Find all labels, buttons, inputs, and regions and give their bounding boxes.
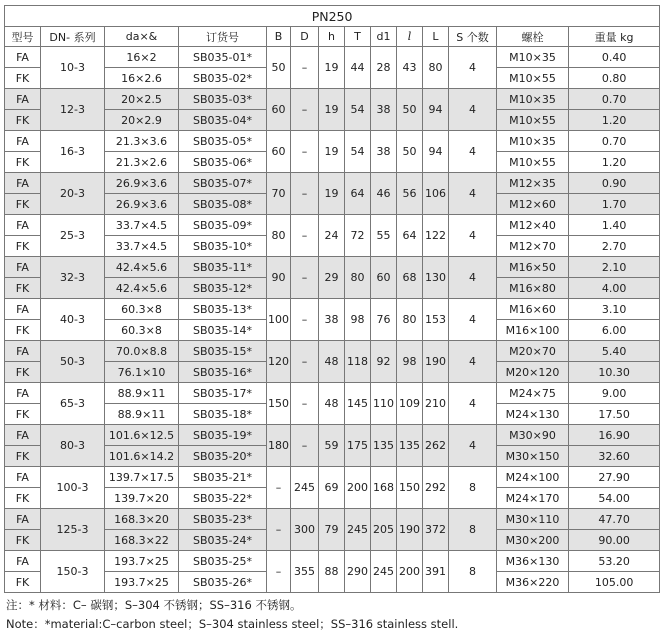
type-cell: FK — [5, 446, 41, 467]
order-number-cell: SB035-15* — [179, 341, 267, 362]
weight-cell: 10.30 — [569, 362, 660, 383]
weight-cell: 90.00 — [569, 530, 660, 551]
weight-cell: 105.00 — [569, 572, 660, 593]
da-cell: 139.7×20 — [105, 488, 179, 509]
da-cell: 21.3×2.6 — [105, 152, 179, 173]
d1-cell: 76 — [371, 299, 397, 341]
order-number-cell: SB035-23* — [179, 509, 267, 530]
header-h: h — [319, 27, 345, 47]
type-cell: FK — [5, 530, 41, 551]
d-cell: 355 — [291, 551, 319, 593]
d1-cell: 55 — [371, 215, 397, 257]
d-cell: – — [291, 47, 319, 89]
table-row — [5, 467, 660, 488]
order-number-cell: SB035-10* — [179, 236, 267, 257]
dn-series-cell: 65-3 — [41, 383, 105, 425]
order-number-cell: SB035-01* — [179, 47, 267, 68]
type-cell: FK — [5, 110, 41, 131]
bolt-cell: M20×70 — [497, 341, 569, 362]
order-number-cell: SB035-07* — [179, 173, 267, 194]
l-cell: 94 — [423, 131, 449, 173]
da-cell: 101.6×14.2 — [105, 446, 179, 467]
bolt-cell: M16×80 — [497, 278, 569, 299]
type-cell: FK — [5, 320, 41, 341]
order-number-cell: SB035-22* — [179, 488, 267, 509]
t-cell: 118 — [345, 341, 371, 383]
weight-cell: 16.90 — [569, 425, 660, 446]
order-number-cell: SB035-19* — [179, 425, 267, 446]
s-count-cell: 4 — [449, 341, 497, 383]
t-cell: 54 — [345, 131, 371, 173]
order-number-cell: SB035-14* — [179, 320, 267, 341]
l-small-cell: 50 — [397, 89, 423, 131]
dn-series-cell: 20-3 — [41, 173, 105, 215]
order-number-cell: SB035-03* — [179, 89, 267, 110]
d-cell: – — [291, 383, 319, 425]
weight-cell: 6.00 — [569, 320, 660, 341]
type-cell: FA — [5, 215, 41, 236]
da-cell: 26.9×3.6 — [105, 173, 179, 194]
da-cell: 33.7×4.5 — [105, 215, 179, 236]
s-count-cell: 4 — [449, 173, 497, 215]
type-cell: FA — [5, 467, 41, 488]
bolt-cell: M10×35 — [497, 89, 569, 110]
s-count-cell: 8 — [449, 551, 497, 593]
header-d1: d1 — [371, 27, 397, 47]
weight-cell: 0.70 — [569, 131, 660, 152]
l-small-cell: 150 — [397, 467, 423, 509]
table-row — [5, 47, 660, 68]
order-number-cell: SB035-08* — [179, 194, 267, 215]
da-cell: 60.3×8 — [105, 320, 179, 341]
dn-series-cell: 40-3 — [41, 299, 105, 341]
t-cell: 72 — [345, 215, 371, 257]
da-cell: 20×2.9 — [105, 110, 179, 131]
d-cell: – — [291, 341, 319, 383]
da-cell: 88.9×11 — [105, 404, 179, 425]
dn-series-cell: 32-3 — [41, 257, 105, 299]
order-number-cell: SB035-26* — [179, 572, 267, 593]
type-cell: FK — [5, 236, 41, 257]
l-cell: 210 — [423, 383, 449, 425]
order-number-cell: SB035-13* — [179, 299, 267, 320]
da-cell: 60.3×8 — [105, 299, 179, 320]
weight-cell: 1.40 — [569, 215, 660, 236]
type-cell: FA — [5, 383, 41, 404]
l-small-cell: 68 — [397, 257, 423, 299]
dn-series-cell: 150-3 — [41, 551, 105, 593]
d-cell: – — [291, 425, 319, 467]
dn-series-cell: 100-3 — [41, 467, 105, 509]
type-cell: FA — [5, 47, 41, 68]
bolt-cell: M24×170 — [497, 488, 569, 509]
order-number-cell: SB035-06* — [179, 152, 267, 173]
s-count-cell: 8 — [449, 509, 497, 551]
da-cell: 42.4×5.6 — [105, 257, 179, 278]
t-cell: 175 — [345, 425, 371, 467]
h-cell: 19 — [319, 173, 345, 215]
header-bolt: 螺栓 — [497, 27, 569, 47]
type-cell: FK — [5, 68, 41, 89]
l-small-cell: 80 — [397, 299, 423, 341]
da-cell: 42.4×5.6 — [105, 278, 179, 299]
spec-table — [4, 5, 660, 593]
type-cell: FA — [5, 173, 41, 194]
b-cell: 60 — [267, 89, 291, 131]
order-number-cell: SB035-12* — [179, 278, 267, 299]
da-cell: 16×2 — [105, 47, 179, 68]
type-cell: FA — [5, 551, 41, 572]
table-row — [5, 551, 660, 572]
da-cell: 168.3×20 — [105, 509, 179, 530]
type-cell: FA — [5, 89, 41, 110]
weight-cell: 4.00 — [569, 278, 660, 299]
da-cell: 193.7×25 — [105, 551, 179, 572]
bolt-cell: M16×60 — [497, 299, 569, 320]
h-cell: 19 — [319, 131, 345, 173]
h-cell: 19 — [319, 89, 345, 131]
h-cell: 48 — [319, 383, 345, 425]
h-cell: 19 — [319, 47, 345, 89]
type-cell: FK — [5, 404, 41, 425]
weight-cell: 32.60 — [569, 446, 660, 467]
d-cell: – — [291, 131, 319, 173]
header-t: T — [345, 27, 371, 47]
l-small-cell: 64 — [397, 215, 423, 257]
weight-cell: 0.90 — [569, 173, 660, 194]
bolt-cell: M24×100 — [497, 467, 569, 488]
t-cell: 54 — [345, 89, 371, 131]
order-number-cell: SB035-09* — [179, 215, 267, 236]
table-row — [5, 341, 660, 362]
order-number-cell: SB035-05* — [179, 131, 267, 152]
order-number-cell: SB035-17* — [179, 383, 267, 404]
weight-cell: 2.10 — [569, 257, 660, 278]
da-cell: 26.9×3.6 — [105, 194, 179, 215]
d1-cell: 60 — [371, 257, 397, 299]
bolt-cell: M24×75 — [497, 383, 569, 404]
bolt-cell: M12×40 — [497, 215, 569, 236]
d1-cell: 28 — [371, 47, 397, 89]
s-count-cell: 4 — [449, 425, 497, 467]
bolt-cell: M10×35 — [497, 47, 569, 68]
da-cell: 33.7×4.5 — [105, 236, 179, 257]
order-number-cell: SB035-20* — [179, 446, 267, 467]
table-row — [5, 383, 660, 404]
l-small-cell: 200 — [397, 551, 423, 593]
order-number-cell: SB035-25* — [179, 551, 267, 572]
header-s-count: S 个数 — [449, 27, 497, 47]
t-cell: 80 — [345, 257, 371, 299]
table-row — [5, 89, 660, 110]
h-cell: 88 — [319, 551, 345, 593]
table-title: PN250 — [5, 6, 660, 27]
b-cell: 80 — [267, 215, 291, 257]
l-small-cell: 98 — [397, 341, 423, 383]
h-cell: 48 — [319, 341, 345, 383]
l-cell: 80 — [423, 47, 449, 89]
table-row — [5, 215, 660, 236]
weight-cell: 2.70 — [569, 236, 660, 257]
d-cell: – — [291, 299, 319, 341]
b-cell: 50 — [267, 47, 291, 89]
bolt-cell: M36×130 — [497, 551, 569, 572]
l-small-cell: 190 — [397, 509, 423, 551]
weight-cell: 54.00 — [569, 488, 660, 509]
weight-cell: 0.80 — [569, 68, 660, 89]
weight-cell: 0.40 — [569, 47, 660, 68]
t-cell: 145 — [345, 383, 371, 425]
weight-cell: 1.20 — [569, 110, 660, 131]
type-cell: FA — [5, 341, 41, 362]
dn-series-cell: 25-3 — [41, 215, 105, 257]
weight-cell: 1.70 — [569, 194, 660, 215]
type-cell: FA — [5, 131, 41, 152]
weight-cell: 27.90 — [569, 467, 660, 488]
b-cell: – — [267, 467, 291, 509]
dn-series-cell: 80-3 — [41, 425, 105, 467]
b-cell: 60 — [267, 131, 291, 173]
s-count-cell: 4 — [449, 89, 497, 131]
header-order-number: 订货号 — [179, 27, 267, 47]
t-cell: 64 — [345, 173, 371, 215]
b-cell: 90 — [267, 257, 291, 299]
table-row — [5, 425, 660, 446]
header-d: D — [291, 27, 319, 47]
d1-cell: 92 — [371, 341, 397, 383]
bolt-cell: M16×50 — [497, 257, 569, 278]
l-small-cell: 56 — [397, 173, 423, 215]
b-cell: 120 — [267, 341, 291, 383]
table-body — [5, 47, 660, 593]
table-title-row — [5, 6, 660, 27]
type-cell: FA — [5, 509, 41, 530]
da-cell: 21.3×3.6 — [105, 131, 179, 152]
header-type: 型号 — [5, 27, 41, 47]
b-cell: – — [267, 509, 291, 551]
table-row — [5, 299, 660, 320]
d1-cell: 110 — [371, 383, 397, 425]
type-cell: FK — [5, 152, 41, 173]
s-count-cell: 4 — [449, 257, 497, 299]
table-row — [5, 257, 660, 278]
dn-series-cell: 125-3 — [41, 509, 105, 551]
table-header-row — [5, 27, 660, 47]
b-cell: 70 — [267, 173, 291, 215]
type-cell: FK — [5, 278, 41, 299]
da-cell: 20×2.5 — [105, 89, 179, 110]
d-cell: 300 — [291, 509, 319, 551]
weight-cell: 53.20 — [569, 551, 660, 572]
type-cell: FK — [5, 488, 41, 509]
weight-cell: 47.70 — [569, 509, 660, 530]
b-cell: 100 — [267, 299, 291, 341]
bolt-cell: M16×100 — [497, 320, 569, 341]
type-cell: FK — [5, 572, 41, 593]
bolt-cell: M10×55 — [497, 68, 569, 89]
t-cell: 98 — [345, 299, 371, 341]
order-number-cell: SB035-04* — [179, 110, 267, 131]
bolt-cell: M24×130 — [497, 404, 569, 425]
t-cell: 200 — [345, 467, 371, 509]
order-number-cell: SB035-21* — [179, 467, 267, 488]
l-cell: 292 — [423, 467, 449, 509]
weight-cell: 3.10 — [569, 299, 660, 320]
type-cell: FA — [5, 425, 41, 446]
bolt-cell: M20×120 — [497, 362, 569, 383]
h-cell: 38 — [319, 299, 345, 341]
d-cell: – — [291, 89, 319, 131]
l-cell: 106 — [423, 173, 449, 215]
b-cell: – — [267, 551, 291, 593]
da-cell: 88.9×11 — [105, 383, 179, 404]
s-count-cell: 4 — [449, 47, 497, 89]
header-l-small: l — [397, 27, 423, 47]
l-cell: 130 — [423, 257, 449, 299]
t-cell: 290 — [345, 551, 371, 593]
s-count-cell: 4 — [449, 215, 497, 257]
d1-cell: 38 — [371, 131, 397, 173]
l-cell: 190 — [423, 341, 449, 383]
dn-series-cell: 12-3 — [41, 89, 105, 131]
h-cell: 79 — [319, 509, 345, 551]
order-number-cell: SB035-16* — [179, 362, 267, 383]
type-cell: FK — [5, 194, 41, 215]
dn-series-cell: 10-3 — [41, 47, 105, 89]
bolt-cell: M30×110 — [497, 509, 569, 530]
weight-cell: 1.20 — [569, 152, 660, 173]
note-chinese: 注：* 材料：C– 碳钢；S–304 不锈钢；SS–316 不锈钢。 — [6, 598, 302, 612]
l-cell: 94 — [423, 89, 449, 131]
bolt-cell: M12×35 — [497, 173, 569, 194]
table-row — [5, 509, 660, 530]
l-small-cell: 50 — [397, 131, 423, 173]
header-b: B — [267, 27, 291, 47]
header-l: L — [423, 27, 449, 47]
da-cell: 139.7×17.5 — [105, 467, 179, 488]
d1-cell: 245 — [371, 551, 397, 593]
l-small-cell: 109 — [397, 383, 423, 425]
b-cell: 150 — [267, 383, 291, 425]
l-small-cell: 43 — [397, 47, 423, 89]
weight-cell: 0.70 — [569, 89, 660, 110]
l-cell: 153 — [423, 299, 449, 341]
bolt-cell: M30×200 — [497, 530, 569, 551]
dn-series-cell: 16-3 — [41, 131, 105, 173]
header-dn-series: DN- 系列 — [41, 27, 105, 47]
b-cell: 180 — [267, 425, 291, 467]
weight-cell: 17.50 — [569, 404, 660, 425]
bolt-cell: M10×55 — [497, 152, 569, 173]
bolt-cell: M30×90 — [497, 425, 569, 446]
bolt-cell: M30×150 — [497, 446, 569, 467]
bolt-cell: M10×35 — [497, 131, 569, 152]
da-cell: 76.1×10 — [105, 362, 179, 383]
h-cell: 24 — [319, 215, 345, 257]
bolt-cell: M12×60 — [497, 194, 569, 215]
d1-cell: 135 — [371, 425, 397, 467]
order-number-cell: SB035-11* — [179, 257, 267, 278]
table-row — [5, 173, 660, 194]
t-cell: 245 — [345, 509, 371, 551]
header-weight: 重量 kg — [569, 27, 660, 47]
order-number-cell: SB035-24* — [179, 530, 267, 551]
s-count-cell: 4 — [449, 299, 497, 341]
d-cell: – — [291, 173, 319, 215]
weight-cell: 5.40 — [569, 341, 660, 362]
dn-series-cell: 50-3 — [41, 341, 105, 383]
order-number-cell: SB035-18* — [179, 404, 267, 425]
d1-cell: 38 — [371, 89, 397, 131]
d1-cell: 205 — [371, 509, 397, 551]
d-cell: – — [291, 215, 319, 257]
type-cell: FK — [5, 362, 41, 383]
order-number-cell: SB035-02* — [179, 68, 267, 89]
h-cell: 59 — [319, 425, 345, 467]
l-cell: 262 — [423, 425, 449, 467]
l-cell: 372 — [423, 509, 449, 551]
d-cell: – — [291, 257, 319, 299]
type-cell: FA — [5, 299, 41, 320]
d1-cell: 46 — [371, 173, 397, 215]
s-count-cell: 4 — [449, 131, 497, 173]
h-cell: 29 — [319, 257, 345, 299]
d1-cell: 168 — [371, 467, 397, 509]
da-cell: 101.6×12.5 — [105, 425, 179, 446]
l-small-cell: 135 — [397, 425, 423, 467]
h-cell: 69 — [319, 467, 345, 509]
header-da: da×& — [105, 27, 179, 47]
weight-cell: 9.00 — [569, 383, 660, 404]
t-cell: 44 — [345, 47, 371, 89]
table-row — [5, 131, 660, 152]
s-count-cell: 4 — [449, 383, 497, 425]
bolt-cell: M36×220 — [497, 572, 569, 593]
note-english: Note：*material:C–carbon steel；S–304 stainless steel；SS–316 stainless stell. — [6, 617, 459, 631]
da-cell: 16×2.6 — [105, 68, 179, 89]
l-cell: 122 — [423, 215, 449, 257]
d-cell: 245 — [291, 467, 319, 509]
bolt-cell: M10×55 — [497, 110, 569, 131]
bolt-cell: M12×70 — [497, 236, 569, 257]
da-cell: 70.0×8.8 — [105, 341, 179, 362]
da-cell: 193.7×25 — [105, 572, 179, 593]
l-cell: 391 — [423, 551, 449, 593]
da-cell: 168.3×22 — [105, 530, 179, 551]
s-count-cell: 8 — [449, 467, 497, 509]
type-cell: FA — [5, 257, 41, 278]
